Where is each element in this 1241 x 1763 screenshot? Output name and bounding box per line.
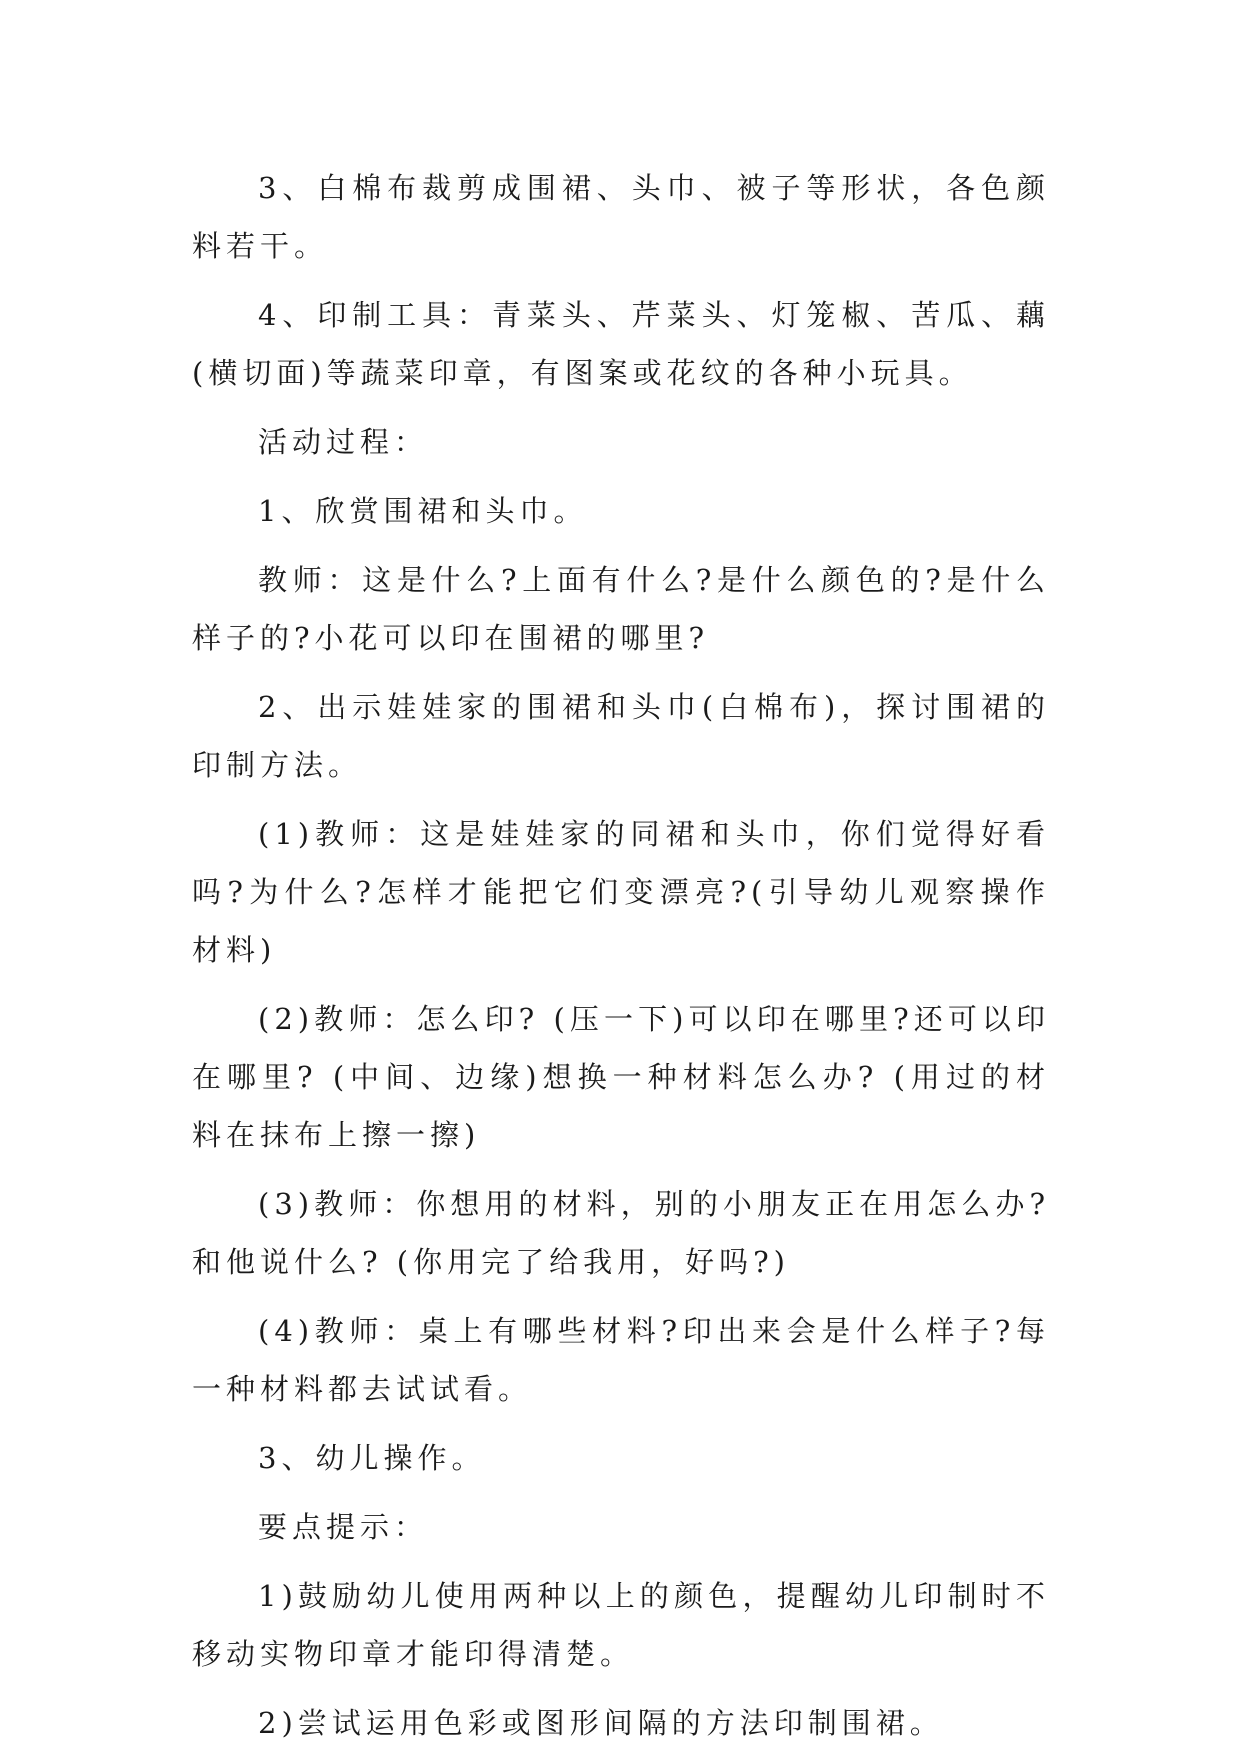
key-point-1: 1)鼓励幼儿使用两种以上的颜色，提醒幼儿印制时不移动实物印章才能印得清楚。	[192, 1579, 1050, 1671]
step-1-heading: 1、欣赏围裙和头巾。	[258, 494, 588, 528]
paragraph-teacher-questions: 教师：这是什么?上面有什么?是什么颜色的?是什么样子的?小花可以印在围裙的哪里?	[192, 563, 1050, 655]
substep-1: (1)教师：这是娃娃家的同裙和头巾，你们觉得好看吗?为什么?怎样才能把它们变漂亮?(引导幼儿观察操作材料)	[192, 817, 1050, 967]
substep-2: (2)教师：怎么印? (压一下)可以印在哪里?还可以印在哪里? (中间、边缘)想换一种材料怎么办? (用过的材料在抹布上擦一擦)	[192, 1002, 1050, 1152]
key-point-2: 2)尝试运用色彩或图形间隔的方法印制围裙。	[258, 1706, 944, 1740]
document-body	[192, 159, 1050, 1763]
step-3-heading: 3、幼儿操作。	[258, 1441, 486, 1475]
key-points-heading: 要点提示：	[258, 1510, 429, 1544]
paragraph-materials-tools: 4、印制工具：青菜头、芹菜头、灯笼椒、苦瓜、藕(横切面)等蔬菜印章，有图案或花纹的各种小玩具。	[192, 298, 1050, 390]
substep-4: (4)教师：桌上有哪些材料?印出来会是什么样子?每一种材料都去试试看。	[192, 1314, 1050, 1406]
step-2-heading: 2、出示娃娃家的围裙和头巾(白棉布)，探讨围裙的印制方法。	[192, 690, 1050, 782]
section-heading-activity-process: 活动过程：	[258, 425, 429, 459]
substep-3: (3)教师：你想用的材料，别的小朋友正在用怎么办?和他说什么? (你用完了给我用，好吗?)	[192, 1187, 1050, 1279]
paragraph-materials-cloth: 3、白棉布裁剪成围裙、头巾、被子等形状，各色颜料若干。	[192, 171, 1050, 263]
